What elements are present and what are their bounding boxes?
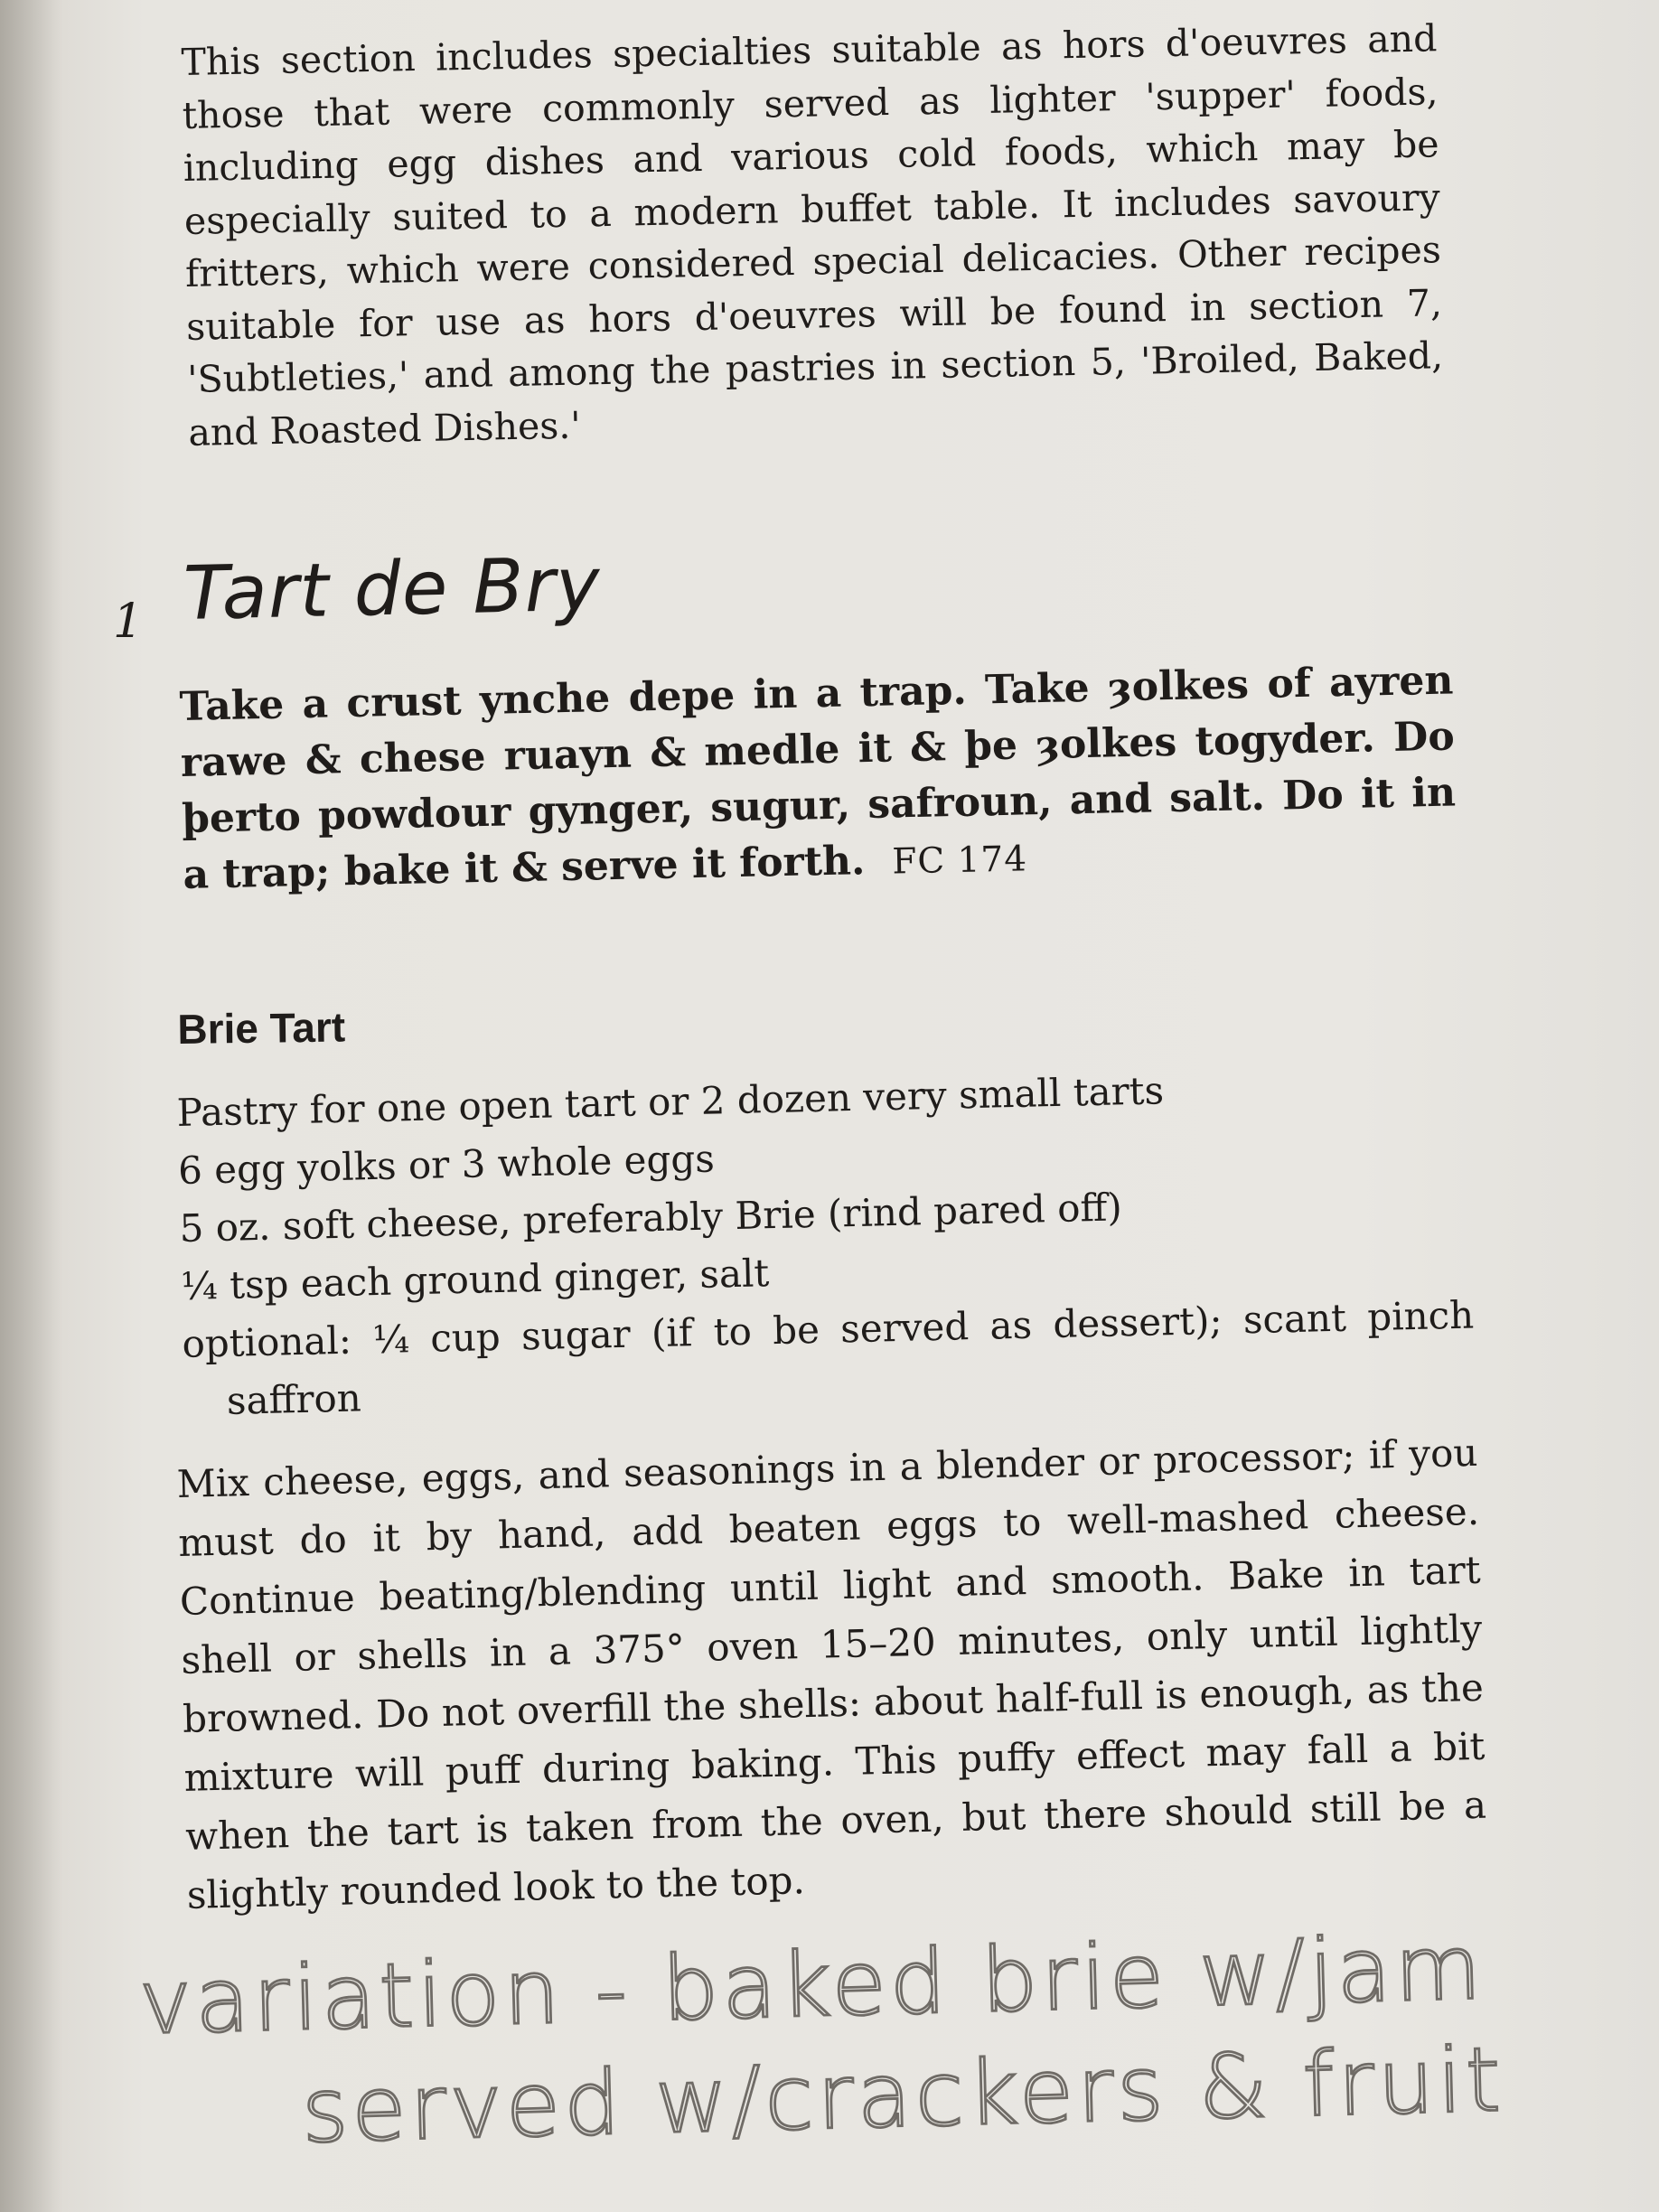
recipe-method: Mix cheese, eggs, and seasonings in a blender or processor; if you must do it by hand, add beaten eggs to well-mashed cheese. Continue beating/blending until light and smooth. Bake in tart shell or shells in a 375° oven 15–20 minutes, only until lightly browned. Do not overfill the shells: about half-full is enough, as the mixture will puff during baking. This puffy effect may fall a bit when the tart is taken from the oven, but there should still be a slightly rounded look to the top. — [176, 1429, 1487, 1917]
ingredient-item: 5 oz. soft cheese, preferably Brie (rind pared off) — [179, 1185, 1123, 1251]
ingredient-item: Pastry for one open tart or 2 dozen very small tarts — [176, 1068, 1165, 1135]
page-gutter-shadow — [0, 0, 63, 2212]
section-intro: This section includes specialties suitable as hors d'oeuvres and those that were commonly served as lighter 'supper' foods, including egg dishes and various cold foods, which may be especially suited to a modern buffet table. It includes savoury fritters, which were considered special delicacies. Other recipes suitable for use as hors d'oeuvres will be found in section 7, 'Subtleties,' and among the pastries in section 5, 'Broiled, Baked, and Roasted Dishes.' — [181, 16, 1444, 455]
original-recipe-body: Take a crust ynche depe in a trap. Take ȝolkes of ayren rawe & chese ruayn & medle it & þe ȝolkes togyder. Do þerto powdour gynger, sugur, safroun, and salt. Do it in a trap; bake it & serve it forth. — [179, 657, 1457, 898]
ingredient-item: optional: ¼ cup sugar (if to be served as dessert); scant pinch saffron — [181, 1292, 1475, 1423]
handwritten-note-line-2: served w/crackers & fruit — [300, 2029, 1505, 2163]
ingredient-item: 6 egg yolks or 3 whole eggs — [177, 1136, 716, 1193]
recipe-title: Tart de Bry — [183, 541, 602, 637]
modern-recipe-title: Brie Tart — [177, 1003, 346, 1053]
recipe-number: 1 — [113, 595, 144, 649]
handwritten-note-line-1: variation - baked brie w/jam — [137, 1917, 1486, 2055]
ingredient-item: ¼ tsp each ground ginger, salt — [180, 1251, 770, 1308]
ingredient-list — [176, 1055, 1476, 1431]
recipe-citation: FC 174 — [891, 839, 1028, 883]
original-recipe-text — [179, 652, 1457, 904]
